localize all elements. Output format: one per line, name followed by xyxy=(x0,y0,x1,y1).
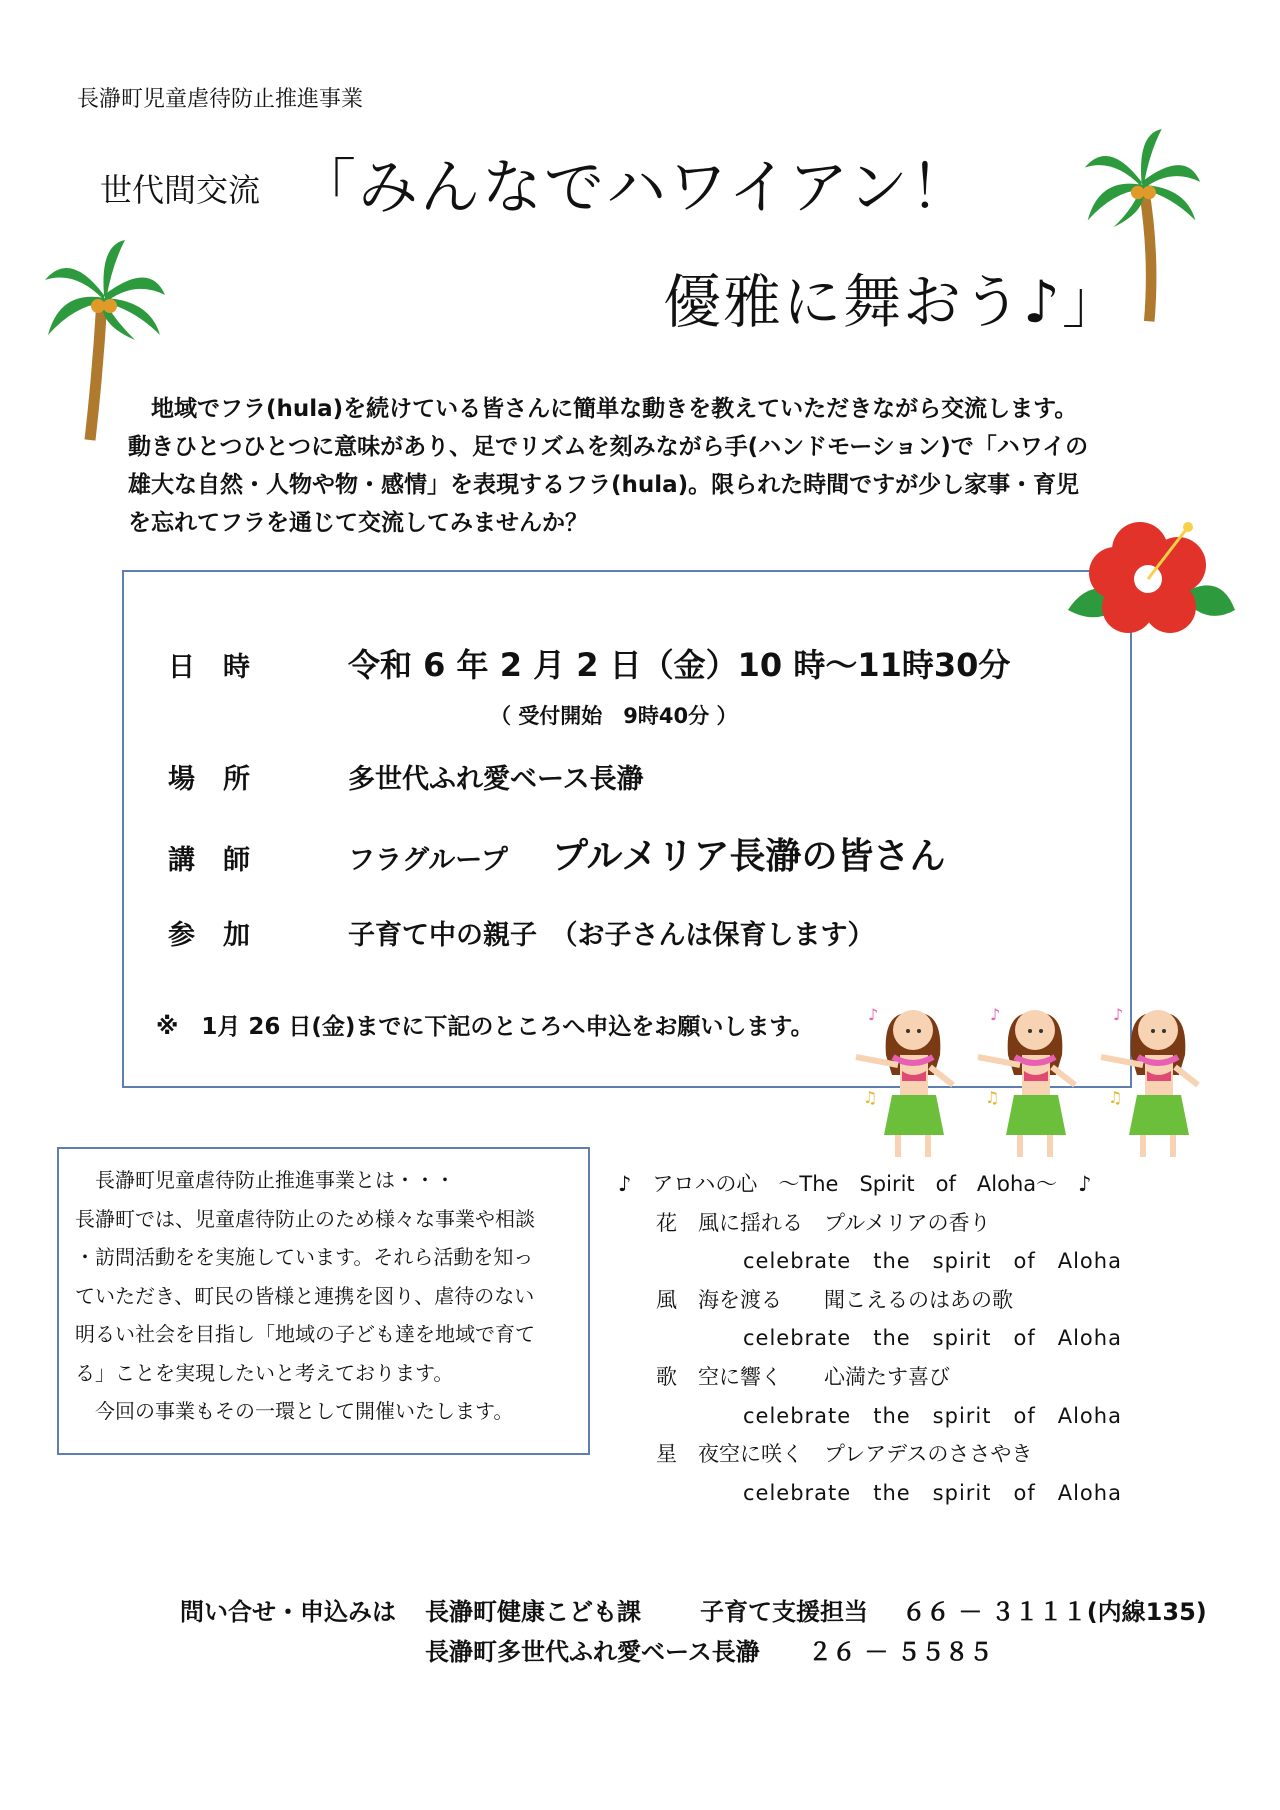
teacher-group: フラグループ xyxy=(348,845,508,876)
about-line: ・訪問活動をを実施しています。それら活動を知っ xyxy=(75,1245,534,1269)
song-lyrics xyxy=(618,1165,1138,1512)
about-heading: 長瀞町児童虐待防止推進事業とは・・・ xyxy=(75,1168,455,1192)
song-verse: 星 夜空に咲く プレアデスのささやき xyxy=(656,1442,1033,1467)
about-line: ていただき、町民の皆様と連携を図り、虐待のない xyxy=(75,1283,535,1308)
svg-text:♫: ♫ xyxy=(863,1088,878,1107)
contact-label: 問い合せ・申込みは xyxy=(180,1598,396,1626)
song-refrain: celebrate the spirit of Aloha xyxy=(743,1249,1122,1274)
about-line: 今回の事業もその一環として開催いたします。 xyxy=(75,1399,514,1423)
program-name: 長瀞町児童虐待防止推進事業 xyxy=(77,87,364,112)
song-refrain: celebrate the spirit of Aloha xyxy=(743,1326,1122,1351)
application-note: ※ 1月 26 日(金)までに下記のところへ申込をお願いします。 xyxy=(156,1014,814,1040)
song-refrain: celebrate the spirit of Aloha xyxy=(743,1403,1122,1428)
program-about-box xyxy=(57,1147,590,1455)
intro-line: 雄大な自然・人物や物・感情」を表現するフラ(hula)。限られた時間ですが少し家事・育児 xyxy=(128,472,1080,498)
intro-line: を忘れてフラを通じて交流してみませんか？ xyxy=(128,510,588,536)
intro-paragraph xyxy=(128,390,1128,542)
contact-department: 子育て支援担当 xyxy=(700,1598,868,1626)
hibiscus-icon xyxy=(1060,515,1240,640)
contact-phone: ６６ － ３１１１(内線135) xyxy=(902,1598,1207,1626)
teacher-name: プルメリア長瀞の皆さん xyxy=(552,836,946,877)
place-label: 場所 xyxy=(168,764,278,795)
teacher-label: 講師 xyxy=(168,845,278,876)
song-verse: 花 風に揺れる プルメリアの香り xyxy=(656,1210,991,1235)
event-title-line2: 優雅に舞おう♪」 xyxy=(663,268,1123,336)
participants-label: 参加 xyxy=(168,920,278,951)
about-line: る」ことを実現したいと考えております。 xyxy=(75,1360,454,1385)
participants-value: 子育て中の親子 （お子さんは保育します） xyxy=(348,920,875,951)
event-subtitle: 世代間交流 xyxy=(100,171,261,209)
hula-dancers-icon xyxy=(848,985,1238,1165)
contact-phone-2: ２６ － ５５８５ xyxy=(808,1638,993,1666)
event-title-line1: 「みんなでハワイアン！ xyxy=(296,153,972,223)
contact-org: 長瀞町健康こども課 xyxy=(425,1598,641,1626)
date-value: 令和 6 年 2 月 2 日（金）10 時～11時30分 xyxy=(348,646,1011,684)
about-line: 長瀞町では、児童虐待防止のため様々な事業や相談 xyxy=(75,1206,535,1231)
palm-tree-icon xyxy=(1080,125,1205,335)
contact-org-2: 長瀞町多世代ふれ愛ベース長瀞 xyxy=(425,1638,760,1666)
date-label: 日時 xyxy=(168,652,278,683)
intro-line: 動きひとつひとつに意味があり、足でリズムを刻みながら手(ハンドモーション)で「ハワイの xyxy=(128,434,1089,460)
song-title: ♪ アロハの心 ～The Spirit of Aloha～ ♪ xyxy=(618,1172,1092,1196)
intro-line: 地域でフラ(hula)を続けている皆さんに簡単な動きを教えていただきながら交流します。 xyxy=(128,396,1078,422)
place-value: 多世代ふれ愛ベース長瀞 xyxy=(348,764,644,795)
about-line: 明るい社会を目指し「地域の子ども達を地域で育て xyxy=(75,1322,535,1346)
svg-text:♪: ♪ xyxy=(868,1005,879,1024)
song-verse: 歌 空に響く 心満たす喜び xyxy=(656,1364,950,1389)
song-refrain: celebrate the spirit of Aloha xyxy=(743,1480,1122,1505)
song-verse: 風 海を渡る 聞こえるのはあの歌 xyxy=(656,1287,1013,1312)
reception-time: （ 受付開始 9時40分 ） xyxy=(490,704,738,728)
